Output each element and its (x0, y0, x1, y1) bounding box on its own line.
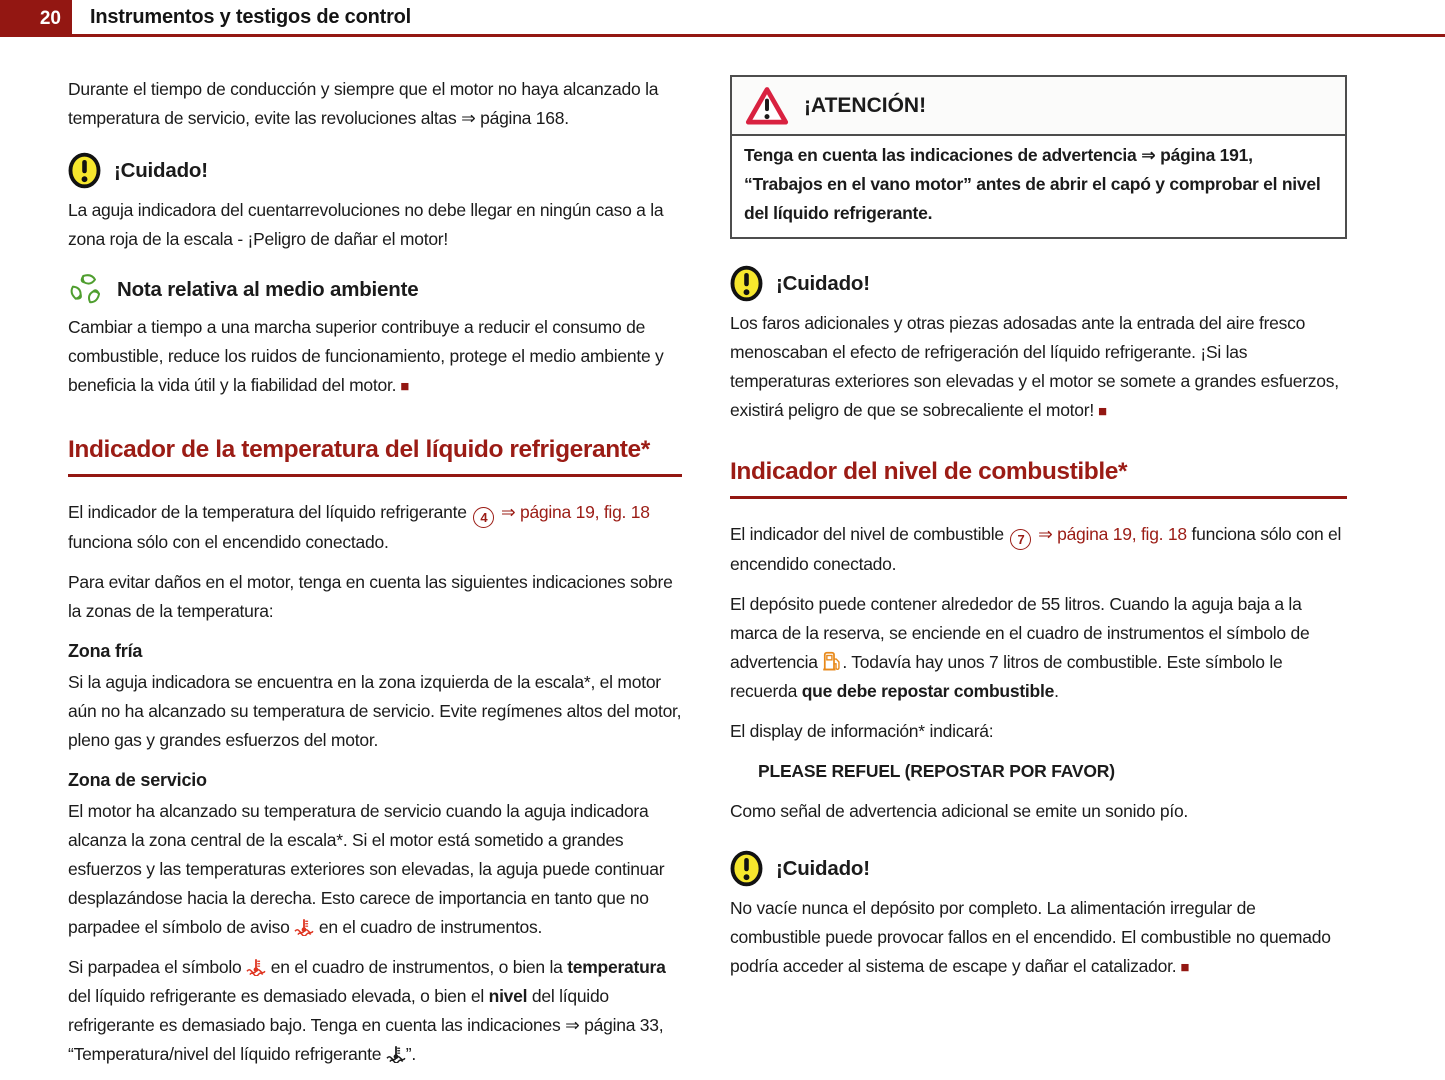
caution-icon (730, 265, 763, 302)
section-title: Indicador del nivel de combustible* (730, 458, 1347, 499)
coolant-paragraph-2: Para evitar daños en el motor, tenga en cuenta las siguientes indicaciones sobre la zonas de la temperatura: (68, 572, 673, 621)
section-end-marker: ■ (400, 378, 410, 395)
caution-body: La aguja indicadora del cuentarrevoluciones no debe llegar en ningún caso a la zona roja de la escala - ¡Peligro de dañar el motor! (68, 200, 664, 249)
bold-word: temperatura (567, 957, 666, 977)
section-content (68, 498, 682, 1069)
bold-word: nivel (488, 986, 528, 1006)
cold-zone-body: Si la aguja indicadora se encuentra en la zona izquierda de la escala*, el motor aún no ha alcanzado su temperatura de servicio. Evite regímenes altos del motor, pleno gas y grandes esfuerzos del motor. (68, 672, 682, 750)
caution-icon (68, 152, 101, 189)
text-segment: en el cuadro de instrumentos. (314, 917, 543, 937)
text-segment: ”. (405, 1044, 416, 1064)
attention-title: ¡ATENCIÓN! (804, 94, 927, 117)
page-number-tab (0, 0, 72, 37)
text-segment: funciona sólo con el encendido conectado. (68, 532, 389, 552)
section-content (730, 520, 1347, 826)
intro-paragraph: Durante el tiempo de conducción y siempre que el motor no haya alcanzado la temperatura de servicio, evite las revoluciones altas ⇒ página 168. (68, 79, 659, 128)
text-segment: El motor ha alcanzado su temperatura de servicio cuando la aguja indicadora alcanza la zona central de la escala*. Si el motor está sometido a grandes esfuerzos y las temperaturas exteriores son elevadas, la aguja puede continuar desplazándose hacia la derecha. Esto carece de importancia en tanto que no parpadee el símbolo de aviso (68, 801, 665, 937)
fuel-level-section (730, 458, 1347, 826)
warning-triangle-icon (745, 86, 789, 126)
coolant-warning-icon (246, 958, 266, 976)
attention-warning-box (730, 75, 1347, 239)
ref-number-circle: 4 (473, 507, 494, 528)
attention-body: Tenga en cuenta las indicaciones de advertencia ⇒ página 191, “Trabajos en el vano motor” antes de abrir el capó y comprobar el nivel del líquido refrigerante. (744, 145, 1321, 223)
text-segment: . (1054, 681, 1059, 701)
text-segment: El depósito puede contener alrededor de 55 litros. Cuando la aguja baja a la marca de la reserva, se enciende en el cuadro de instrumentos el símbolo de advertencia (730, 594, 1310, 672)
eco-note-text: Cambiar a tiempo a una marcha superior contribuye a reducir el consumo de combustible, reduce los ruidos de funcionamiento, protege el medio ambiente y beneficia la vida útil y la fiabilidad del motor. (68, 317, 664, 395)
caution-body (730, 894, 1347, 982)
sound-paragraph: Como señal de advertencia adicional se emite un sonido pío. (730, 801, 1189, 821)
coolant-warning-icon (386, 1045, 406, 1063)
caution-note-header (68, 152, 682, 189)
page-header (0, 0, 1445, 37)
text-segment: del líquido refrigerante es demasiado bajo. Tenga en cuenta las indicaciones ⇒ página 33, “Temperatura/nivel del líquido refrigerante (68, 986, 664, 1064)
service-zone-body (68, 797, 682, 942)
section-title: Indicador de la temperatura del líquido refrigerante* (68, 436, 682, 477)
caution-body (730, 309, 1347, 426)
display-message: PLEASE REFUEL (REPOSTAR POR FAVOR) (758, 761, 1115, 781)
chapter-title: Instrumentos y testigos de control (90, 5, 412, 28)
caution-text: No vacíe nunca el depósito por completo. La alimentación irregular de combustible puede provocar fallos en el encendido. El combustible no quemado podría acceder al sistema de escape y dañar el catalizador. (730, 898, 1331, 976)
eco-note-header (68, 273, 682, 306)
cold-zone-subheading: Zona fría (68, 641, 143, 661)
text-segment: Si parpadea el símbolo (68, 957, 247, 977)
text-segment: del líquido refrigerante es demasiado elevada, o bien el (68, 986, 489, 1006)
right-column (730, 75, 1347, 993)
section-end-marker: ■ (1097, 403, 1107, 420)
coolant-temperature-section (68, 436, 682, 1069)
service-zone-subheading: Zona de servicio (68, 770, 207, 790)
caution-title: ¡Cuidado! (776, 271, 870, 295)
page-number: 20 (39, 7, 61, 29)
text-segment: en el cuadro de instrumentos, o bien la (266, 957, 568, 977)
fuel-pump-icon (822, 651, 842, 671)
eco-note-body (68, 313, 682, 401)
fuel-tank-paragraph (730, 590, 1347, 706)
coolant-warning-icon (294, 918, 314, 936)
coolant-intro-paragraph (68, 498, 682, 557)
caution-title: ¡Cuidado! (776, 856, 870, 880)
caution-note-header (730, 850, 1347, 887)
page-reference-link: ⇒ página 19, fig. 18 (1033, 524, 1187, 544)
fuel-intro-paragraph (730, 520, 1347, 579)
recycle-leaves-icon (68, 273, 104, 306)
page-reference-link: ⇒ página 19, fig. 18 (496, 502, 650, 522)
caution-text: Los faros adicionales y otras piezas adosadas ante la entrada del aire fresco menoscaban el efecto de refrigeración del líquido refrigerante. ¡Si las temperaturas exteriores son elevadas y el motor se somete a grandes esfuerzos, existirá peligro de que se sobrecaliente el motor! (730, 313, 1339, 420)
text-segment: El indicador del nivel de combustible (730, 524, 1009, 544)
section-end-marker: ■ (1180, 959, 1190, 976)
ref-number-circle: 7 (1010, 529, 1031, 550)
text-segment: funciona sólo con el encendido conectado. (730, 524, 1342, 574)
text-segment: El indicador de la temperatura del líquido refrigerante (68, 502, 472, 522)
left-column (68, 75, 682, 1080)
text-segment: . Todavía hay unos 7 litros de combustible. Este símbolo le recuerda (730, 652, 1283, 701)
coolant-blink-paragraph (68, 953, 682, 1069)
eco-note-title: Nota relativa al medio ambiente (117, 277, 419, 301)
display-paragraph: El display de información* indicará: (730, 721, 994, 741)
attention-box-header (732, 77, 1345, 136)
caution-title: ¡Cuidado! (114, 158, 208, 182)
caution-note-header (730, 265, 1347, 302)
caution-icon (730, 850, 763, 887)
bold-phrase: que debe repostar combustible (801, 681, 1055, 701)
